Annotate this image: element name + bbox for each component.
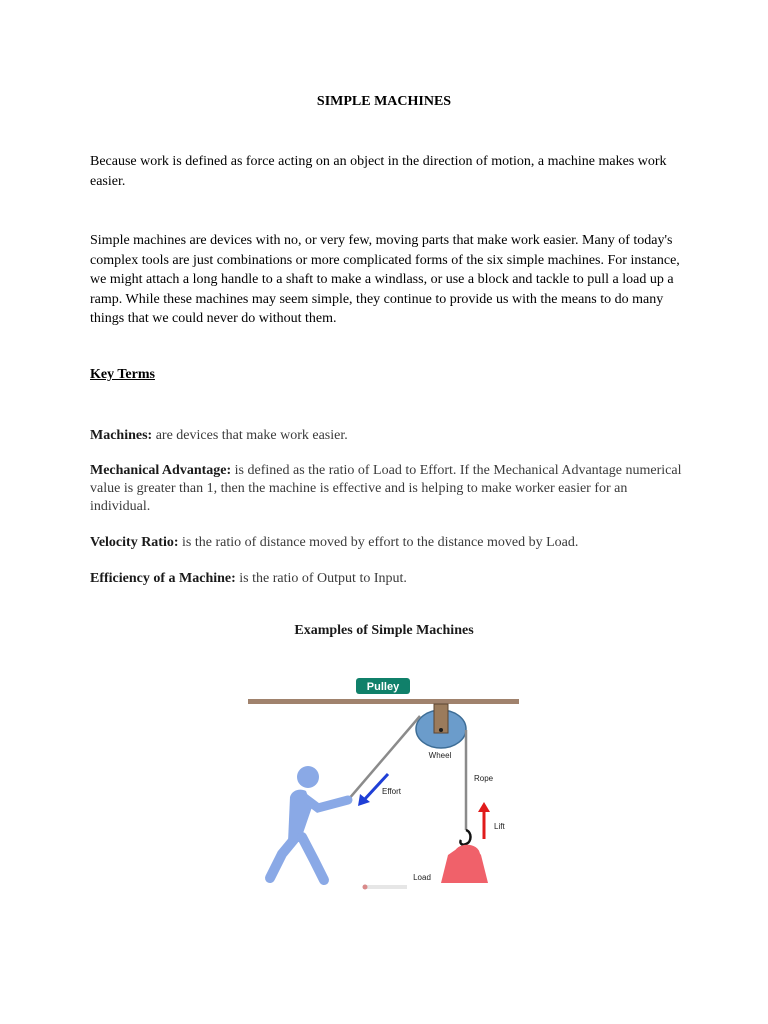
term-velocity-ratio bbox=[90, 534, 682, 552]
pulley-badge-label: Pulley bbox=[366, 681, 400, 693]
person-arm bbox=[302, 796, 348, 808]
term-definition: is the ratio of distance moved by effort to the distance moved by Load. bbox=[178, 535, 579, 550]
person-figure bbox=[270, 766, 348, 880]
term-definition: is the ratio of Output to Input. bbox=[235, 571, 407, 586]
term-definition: is defined as the ratio of Load to Effort. If the Mechanical Advantage numerical value is greater than 1, then the machine is effective and is helping to make worker easier for an individual. bbox=[90, 463, 682, 514]
load-hook bbox=[460, 830, 470, 845]
person-front-leg bbox=[302, 837, 324, 880]
wheel-label: Wheel bbox=[428, 751, 452, 760]
ceiling-beam bbox=[248, 699, 519, 704]
key-terms-heading: Key Terms bbox=[90, 367, 155, 382]
watermark-logo bbox=[363, 885, 368, 890]
term-label: Machines: bbox=[90, 428, 153, 443]
watermark bbox=[363, 885, 407, 889]
load-label: Load bbox=[413, 873, 431, 882]
wheel-axle bbox=[439, 728, 443, 732]
pulley-diagram bbox=[240, 672, 530, 897]
term-efficiency bbox=[90, 570, 682, 588]
term-label: Velocity Ratio: bbox=[90, 535, 179, 550]
term-label: Efficiency of a Machine: bbox=[90, 571, 236, 586]
page-title: SIMPLE MACHINES bbox=[316, 94, 452, 109]
effort-label: Effort bbox=[382, 787, 401, 796]
examples-heading: Examples of Simple Machines bbox=[294, 623, 474, 638]
pulley-svg bbox=[240, 672, 530, 897]
term-definition: are devices that make work easier. bbox=[152, 428, 348, 443]
lift-arrowhead bbox=[478, 802, 490, 812]
intro-paragraph: Because work is defined as force acting on an object in the direction of motion, a machine makes work easier. bbox=[90, 154, 667, 189]
term-machines bbox=[90, 427, 682, 445]
rope-label: Rope bbox=[474, 774, 494, 783]
term-label: Mechanical Advantage: bbox=[90, 463, 232, 478]
description-paragraph: Simple machines are devices with no, or very few, moving parts that make work easier. Many of today's complex tools are just combinations or more complicated forms of the six simple machines. For instance, we might attach a long handle to a shaft to make a windlass, or use a block and tackle to pull a load up a ramp. While these machines may seem simple, they continue to provide us with the means to do many things that we could never do without them. bbox=[90, 233, 680, 326]
load-weight bbox=[441, 848, 488, 883]
person-back-leg bbox=[270, 837, 296, 878]
lift-label: Lift bbox=[494, 822, 505, 831]
person-head bbox=[297, 766, 319, 788]
term-mechanical-advantage bbox=[90, 462, 682, 516]
